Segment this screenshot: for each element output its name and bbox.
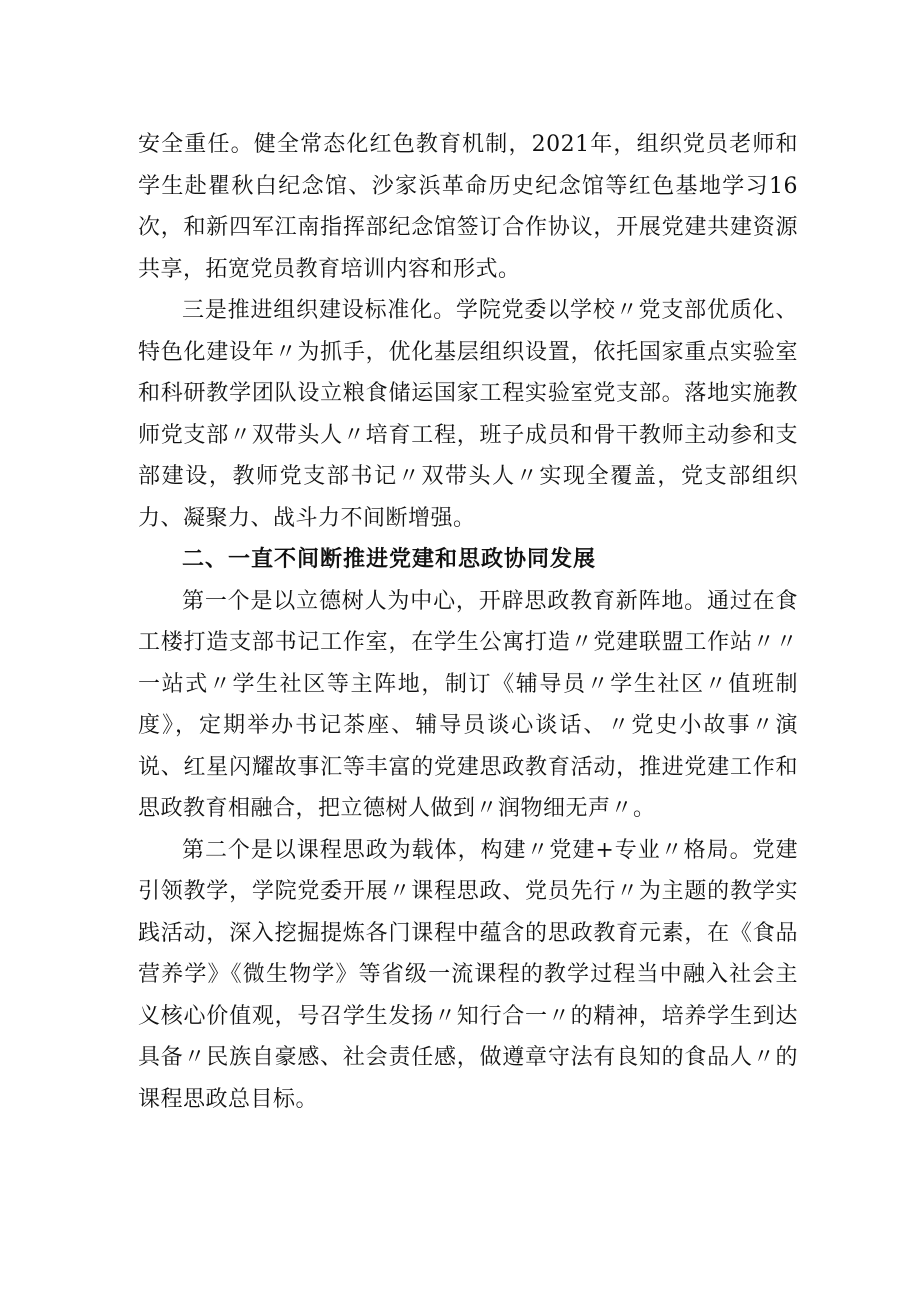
section-heading: 二、一直不间断推进党建和思政协同发展	[182, 547, 597, 572]
paragraph-red-education: 安全重任。健全常态化红色教育机制，2021年，组织党员老师和学生赴瞿秋白纪念馆、沙家浜革命历史纪念馆等红色基地学习16次，和新四军江南指挥部纪念馆签订合作协议，开展党建共建资源共享，拓宽党员教育培训内容和形式。	[138, 132, 798, 282]
paragraph-moral-education: 第一个是以立德树人为中心，开辟思政教育新阵地。通过在食工楼打造支部书记工作室，在学生公寓打造〃党建联盟工作站〃〃一站式〃学生社区等主阵地，制订《辅导员〃学生社区〃值班制度》，定期举办书记茶座、辅导员谈心谈话、〃党史小故事〃演说、红星闪耀故事汇等丰富的党建思政教育活动，推进党建工作和思政教育相融合，把立德树人做到〃润物细无声〃。	[138, 588, 798, 821]
paragraph-course-ideology: 第二个是以课程思政为载体，构建〃党建+专业〃格局。党建引领教学，学院党委开展〃课程思政、党员先行〃为主题的教学实践活动，深入挖掘提炼各门课程中蕴含的思政教育元素，在《食品营养学》《微生物学》等省级一流课程的教学过程当中融入社会主义核心价值观，号召学生发扬〃知行合一〃的精神，培养学生到达具备〃民族自豪感、社会责任感，做遵章守法有良知的食品人〃的课程思政总目标。	[138, 837, 798, 1112]
paragraph-organization-standardization: 三是推进组织建设标准化。学院党委以学校〃党支部优质化、特色化建设年〃为抓手，优化基层组织设置，依托国家重点实验室和科研教学团队设立粮食储运国家工程实验室党支部。落地实施教师党支部〃双带头人〃培育工程，班子成员和骨干教师主动参和支部建设，教师党支部书记〃双带头人〃实现全覆盖，党支部组织力、凝聚力、战斗力不间断增强。	[138, 298, 798, 531]
document-body	[138, 124, 798, 1120]
